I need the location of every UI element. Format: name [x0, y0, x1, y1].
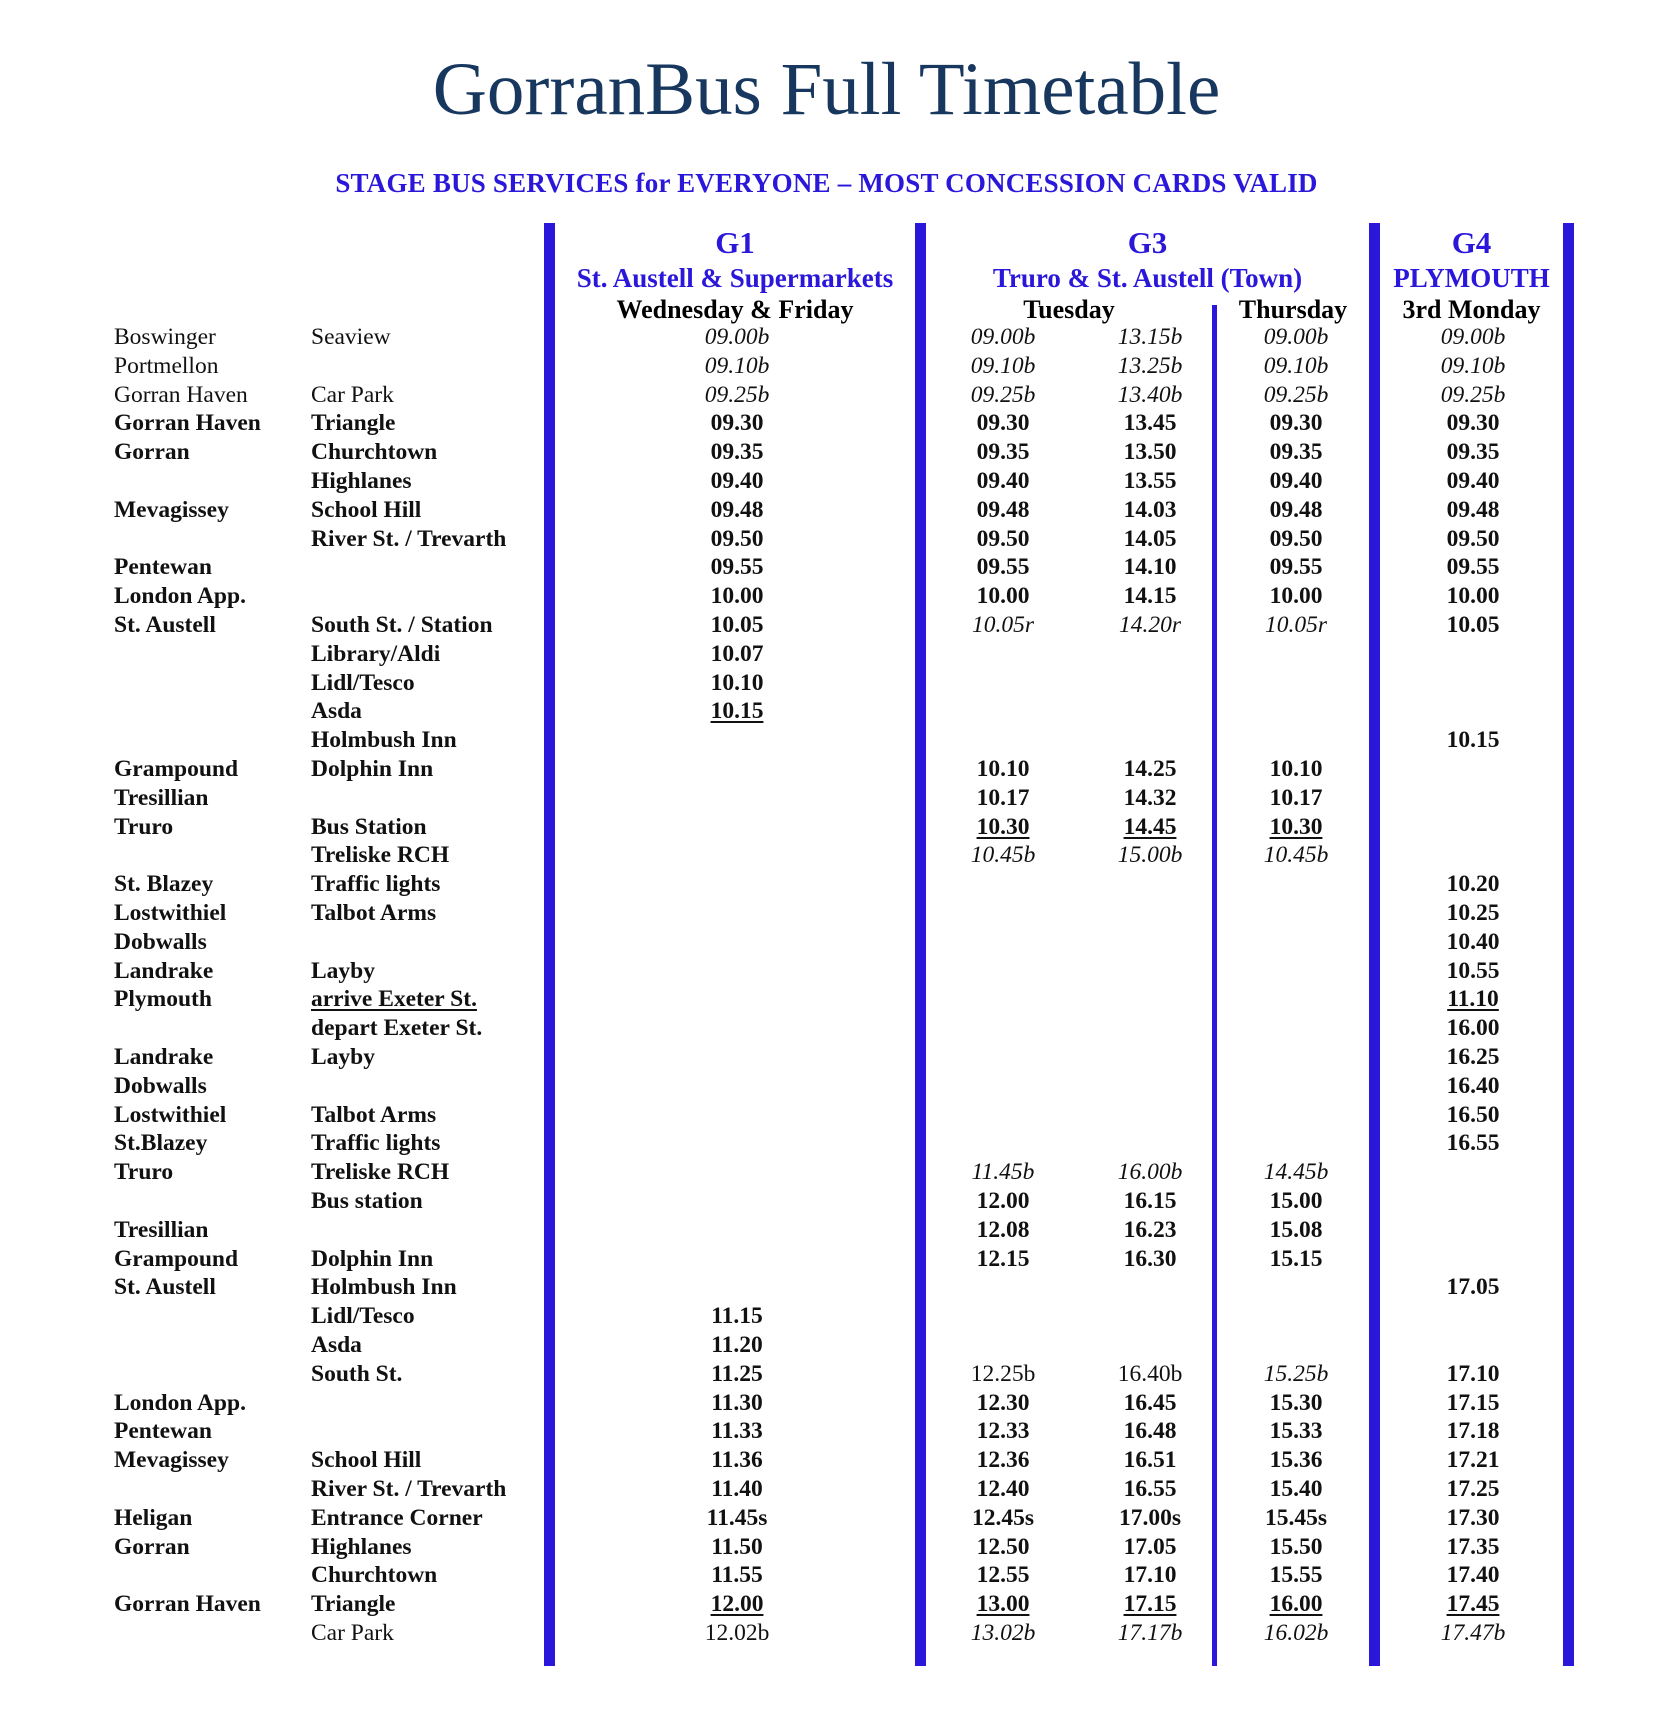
time-cell: 09.35 [1269, 439, 1323, 466]
time-cell: 15.00 [1269, 1188, 1323, 1214]
time-cell: 11.20 [711, 1332, 763, 1358]
time-cell: 09.55 [1446, 554, 1500, 581]
time-cell: 15.15 [1269, 1245, 1323, 1272]
time-cell: 12.02b [704, 1620, 770, 1646]
row-stop: Holmbush Inn [311, 727, 457, 754]
timetable-row [0, 525, 1653, 554]
row-stop: Layby [311, 1044, 375, 1070]
time-cell: 17.10 [1446, 1360, 1500, 1387]
timetable-row [0, 726, 1653, 755]
time-cell: 14.32 [1123, 784, 1177, 811]
time-cell: 09.30 [710, 410, 764, 437]
timetable-row [0, 669, 1653, 698]
time-cell: 09.25b [970, 381, 1036, 408]
time-cell: 17.05 [1123, 1533, 1177, 1560]
time-cell: 15.00b [1117, 842, 1183, 869]
time-cell: 16.25 [1446, 1044, 1500, 1070]
time-cell: 09.50 [1269, 525, 1323, 552]
time-cell: 16.50 [1446, 1101, 1500, 1128]
time-cell: 09.35 [1446, 439, 1500, 466]
time-cell: 13.15b [1117, 324, 1183, 350]
time-cell: 17.35 [1446, 1533, 1500, 1560]
row-location: Mevagissey [114, 1447, 229, 1474]
time-cell: 15.33 [1269, 1418, 1323, 1445]
timetable-row [0, 1417, 1653, 1446]
time-cell: 17.15 [1123, 1591, 1177, 1618]
row-location: Plymouth [114, 986, 212, 1013]
time-cell: 09.40 [1269, 468, 1323, 494]
row-stop: depart Exeter St. [311, 1015, 483, 1042]
time-cell: 15.25b [1263, 1360, 1329, 1387]
time-cell: 12.36 [976, 1447, 1030, 1474]
time-cell: 09.48 [1446, 496, 1500, 523]
time-cell: 12.00 [976, 1188, 1030, 1214]
time-cell: 13.55 [1123, 468, 1177, 494]
timetable-row [0, 1273, 1653, 1302]
row-location: London App. [114, 583, 246, 610]
time-cell: 11.50 [711, 1533, 763, 1560]
row-location: Lostwithiel [114, 1101, 227, 1128]
time-cell: 11.33 [711, 1418, 763, 1445]
row-location: London App. [114, 1389, 246, 1416]
time-cell: 17.10 [1123, 1562, 1177, 1589]
timetable-row [0, 841, 1653, 870]
time-cell: 15.45s [1264, 1504, 1328, 1531]
time-cell: 17.30 [1446, 1504, 1500, 1531]
time-cell: 09.55 [710, 554, 764, 581]
time-cell: 17.21 [1446, 1447, 1500, 1474]
timetable-row [0, 352, 1653, 381]
row-stop: Talbot Arms [311, 900, 437, 926]
time-cell: 09.35 [976, 439, 1030, 466]
time-cell: 17.25 [1446, 1476, 1500, 1502]
time-cell: 14.25 [1123, 756, 1177, 782]
timetable-row [0, 496, 1653, 525]
time-cell: 13.50 [1123, 439, 1177, 466]
time-cell: 11.10 [1447, 986, 1499, 1013]
time-cell: 10.45b [970, 842, 1036, 869]
time-cell: 09.25b [1440, 381, 1506, 408]
row-location: St. Austell [114, 612, 216, 638]
time-cell: 10.05r [1264, 612, 1328, 638]
time-cell: 09.35 [710, 439, 764, 466]
time-cell: 10.05r [971, 612, 1035, 638]
time-cell: 11.55 [711, 1562, 763, 1589]
time-cell: 09.00b [970, 324, 1036, 350]
time-cell: 09.30 [1269, 410, 1323, 437]
timetable-row [0, 1331, 1653, 1360]
time-cell: 10.20 [1446, 871, 1500, 898]
time-cell: 13.00 [976, 1591, 1030, 1618]
time-cell: 09.25b [704, 381, 770, 408]
time-cell: 15.30 [1269, 1389, 1323, 1416]
row-stop: Traffic lights [311, 871, 441, 898]
time-cell: 12.08 [976, 1216, 1030, 1243]
timetable-row [0, 409, 1653, 438]
time-cell: 12.00 [710, 1591, 764, 1618]
row-stop: Talbot Arms [311, 1101, 437, 1128]
route-day-g3-tuesday: Tuesday [1023, 295, 1115, 324]
route-destination-g3: Truro & St. Austell (Town) [992, 263, 1303, 293]
time-cell: 10.00 [1446, 583, 1500, 610]
timetable-row [0, 784, 1653, 813]
time-cell: 09.55 [976, 554, 1030, 581]
time-cell: 14.15 [1123, 583, 1177, 610]
row-location: Gorran [114, 439, 190, 466]
time-cell: 14.45 [1123, 813, 1177, 840]
time-cell: 10.45b [1263, 842, 1329, 869]
row-stop: Car Park [311, 1620, 394, 1646]
timetable-row [0, 1619, 1653, 1648]
time-cell: 14.45b [1263, 1159, 1329, 1186]
time-cell: 13.02b [970, 1620, 1036, 1646]
timetable-row [0, 899, 1653, 928]
time-cell: 10.15 [710, 698, 764, 725]
time-cell: 16.30 [1123, 1245, 1177, 1272]
time-cell: 11.36 [711, 1447, 763, 1474]
row-stop: Dolphin Inn [311, 756, 434, 782]
time-cell: 15.50 [1269, 1533, 1323, 1560]
time-cell: 09.48 [1269, 496, 1323, 523]
time-cell: 17.47b [1440, 1620, 1506, 1646]
time-cell: 12.25b [970, 1360, 1036, 1387]
timetable-row [0, 1360, 1653, 1389]
time-cell: 09.50 [1446, 525, 1500, 552]
time-cell: 12.45s [971, 1504, 1035, 1531]
time-cell: 17.00s [1118, 1504, 1182, 1531]
row-location: St. Austell [114, 1274, 216, 1301]
row-stop: Asda [311, 1332, 362, 1358]
row-location: Landrake [114, 957, 214, 984]
row-location: Tresillian [114, 784, 209, 811]
time-cell: 14.20r [1118, 612, 1182, 638]
timetable-row [0, 1504, 1653, 1533]
time-cell: 16.40 [1446, 1072, 1500, 1099]
time-cell: 17.45 [1446, 1591, 1500, 1618]
row-stop: Triangle [311, 1591, 396, 1618]
row-location: Landrake [114, 1044, 214, 1070]
timetable-row [0, 1014, 1653, 1043]
timetable-row [0, 928, 1653, 957]
row-stop: Asda [311, 698, 362, 725]
time-cell: 12.30 [976, 1389, 1030, 1416]
time-cell: 10.00 [710, 583, 764, 610]
time-cell: 14.10 [1123, 554, 1177, 581]
time-cell: 13.45 [1123, 410, 1177, 437]
time-cell: 10.40 [1446, 928, 1500, 955]
time-cell: 10.05 [710, 612, 764, 638]
time-cell: 16.51 [1123, 1447, 1177, 1474]
time-cell: 11.45b [971, 1159, 1035, 1186]
time-cell: 10.15 [1446, 727, 1500, 754]
time-cell: 10.30 [1269, 813, 1323, 840]
time-cell: 15.08 [1269, 1216, 1323, 1243]
timetable-row [0, 553, 1653, 582]
time-cell: 17.17b [1117, 1620, 1183, 1646]
row-stop: Bus Station [311, 813, 427, 840]
timetable-row [0, 582, 1653, 611]
time-cell: 11.40 [711, 1476, 763, 1502]
row-location: Portmellon [114, 352, 219, 379]
row-stop: arrive Exeter St. [311, 986, 477, 1013]
row-stop: Lidl/Tesco [311, 669, 415, 696]
time-cell: 11.25 [711, 1360, 763, 1387]
time-cell: 10.00 [1269, 583, 1323, 610]
time-cell: 16.55 [1123, 1476, 1177, 1502]
row-location: Gorran [114, 1533, 190, 1560]
timetable-row [0, 1389, 1653, 1418]
timetable-row [0, 1561, 1653, 1590]
time-cell: 10.10 [710, 669, 764, 696]
time-cell: 14.05 [1123, 525, 1177, 552]
page-subtitle: STAGE BUS SERVICES for EVERYONE – MOST CONCESSION CARDS VALID [335, 168, 1318, 198]
time-cell: 09.50 [976, 525, 1030, 552]
row-location: Tresillian [114, 1216, 209, 1243]
page-title: GorranBus Full Timetable [432, 48, 1221, 131]
row-stop: Holmbush Inn [311, 1274, 457, 1301]
row-stop: South St. [311, 1360, 403, 1387]
time-cell: 09.48 [976, 496, 1030, 523]
time-cell: 09.10b [1263, 352, 1329, 379]
row-stop: School Hill [311, 1447, 422, 1474]
timetable-row [0, 438, 1653, 467]
time-cell: 09.30 [1446, 410, 1500, 437]
row-location: Dobwalls [114, 1072, 207, 1099]
timetable-row [0, 1129, 1653, 1158]
row-location: Boswinger [114, 324, 216, 350]
time-cell: 16.45 [1123, 1389, 1177, 1416]
timetable-row [0, 467, 1653, 496]
timetable-row [0, 323, 1653, 352]
timetable-row [0, 1043, 1653, 1072]
time-cell: 10.17 [976, 784, 1030, 811]
timetable-row [0, 957, 1653, 986]
row-location: Pentewan [114, 1418, 212, 1445]
timetable-row [0, 1533, 1653, 1562]
row-location: Dobwalls [114, 928, 207, 955]
timetable-row [0, 1590, 1653, 1619]
timetable-row [0, 1446, 1653, 1475]
time-cell: 09.10b [970, 352, 1036, 379]
time-cell: 10.07 [710, 640, 764, 667]
row-stop: Traffic lights [311, 1130, 441, 1157]
time-cell: 15.36 [1269, 1447, 1323, 1474]
route-day-g1: Wednesday & Friday [616, 295, 854, 324]
time-cell: 17.18 [1446, 1418, 1500, 1445]
timetable-row [0, 1475, 1653, 1504]
route-day-g3-thursday: Thursday [1238, 295, 1348, 324]
time-cell: 09.00b [704, 324, 770, 350]
time-cell: 09.50 [710, 525, 764, 552]
time-cell: 16.15 [1123, 1188, 1177, 1214]
timetable-row [0, 1072, 1653, 1101]
row-location: Heligan [114, 1504, 193, 1531]
row-location: Truro [114, 813, 174, 840]
route-code-g3: G3 [1127, 225, 1168, 260]
time-cell: 17.05 [1446, 1274, 1500, 1301]
time-cell: 10.05 [1446, 612, 1500, 638]
row-stop: Library/Aldi [311, 640, 441, 667]
row-location: Mevagissey [114, 496, 229, 523]
time-cell: 13.25b [1117, 352, 1183, 379]
route-destination-g1: St. Austell & Supermarkets [576, 263, 894, 293]
row-location: Grampound [114, 1245, 239, 1272]
row-stop: Churchtown [311, 1562, 438, 1589]
time-cell: 12.15 [976, 1245, 1030, 1272]
timetable-row [0, 1245, 1653, 1274]
row-stop: Highlanes [311, 468, 412, 494]
row-stop: Bus station [311, 1188, 423, 1214]
row-stop: South St. / Station [311, 612, 493, 638]
time-cell: 17.15 [1446, 1389, 1500, 1416]
route-destination-g4: PLYMOUTH [1393, 263, 1550, 293]
time-cell: 13.40b [1117, 381, 1183, 408]
timetable-row [0, 1158, 1653, 1187]
row-stop: Entrance Corner [311, 1504, 483, 1531]
row-location: Pentewan [114, 554, 212, 581]
time-cell: 09.25b [1263, 381, 1329, 408]
route-day-g4: 3rd Monday [1402, 295, 1541, 324]
row-location: Lostwithiel [114, 900, 227, 926]
time-cell: 09.48 [710, 496, 764, 523]
time-cell: 16.48 [1123, 1418, 1177, 1445]
time-cell: 12.50 [976, 1533, 1030, 1560]
time-cell: 12.33 [976, 1418, 1030, 1445]
time-cell: 15.40 [1269, 1476, 1323, 1502]
time-cell: 10.10 [1269, 756, 1323, 782]
time-cell: 09.55 [1269, 554, 1323, 581]
time-cell: 16.00 [1269, 1591, 1323, 1618]
row-stop: River St. / Trevarth [311, 1476, 507, 1502]
row-location: Gorran Haven [114, 381, 248, 408]
time-cell: 16.55 [1446, 1130, 1500, 1157]
time-cell: 11.30 [711, 1389, 763, 1416]
time-cell: 10.17 [1269, 784, 1323, 811]
time-cell: 10.55 [1446, 957, 1500, 984]
route-code-g1: G1 [715, 225, 755, 260]
row-stop: Layby [311, 957, 375, 984]
timetable-row [0, 697, 1653, 726]
timetable-row [0, 813, 1653, 842]
timetable-row [0, 611, 1653, 640]
row-location: Truro [114, 1159, 174, 1186]
row-location: Grampound [114, 756, 239, 782]
time-cell: 11.15 [711, 1303, 763, 1330]
row-location: Gorran Haven [114, 410, 261, 437]
route-code-g4: G4 [1451, 225, 1492, 260]
row-location: St.Blazey [114, 1130, 208, 1157]
time-cell: 16.00b [1117, 1159, 1183, 1186]
timetable-row [0, 755, 1653, 784]
time-cell: 15.55 [1269, 1562, 1323, 1589]
time-cell: 09.00b [1263, 324, 1329, 350]
row-stop: School Hill [311, 496, 422, 523]
row-stop: Triangle [311, 410, 396, 437]
time-cell: 09.10b [1440, 352, 1506, 379]
time-cell: 11.45s [706, 1504, 768, 1531]
time-cell: 16.40b [1117, 1360, 1183, 1387]
row-stop: Treliske RCH [311, 842, 450, 869]
row-stop: Lidl/Tesco [311, 1303, 415, 1330]
time-cell: 16.00 [1446, 1015, 1500, 1042]
timetable-row [0, 1187, 1653, 1216]
time-cell: 16.02b [1263, 1620, 1329, 1646]
row-stop: Highlanes [311, 1533, 412, 1560]
timetable-row [0, 1302, 1653, 1331]
time-cell: 09.00b [1440, 324, 1506, 350]
time-cell: 09.40 [1446, 468, 1500, 494]
timetable-row [0, 1101, 1653, 1130]
time-cell: 09.30 [976, 410, 1030, 437]
time-cell: 10.00 [976, 583, 1030, 610]
row-stop: Treliske RCH [311, 1159, 450, 1186]
time-cell: 09.40 [710, 468, 764, 494]
time-cell: 09.10b [704, 352, 770, 379]
time-cell: 09.40 [976, 468, 1030, 494]
timetable-row [0, 870, 1653, 899]
time-cell: 17.40 [1446, 1562, 1500, 1589]
timetable-row [0, 640, 1653, 669]
row-stop: Seaview [311, 324, 391, 350]
row-stop: Car Park [311, 381, 394, 408]
time-cell: 10.10 [976, 756, 1030, 782]
row-stop: Churchtown [311, 439, 438, 466]
time-cell: 16.23 [1123, 1216, 1177, 1243]
row-stop: River St. / Trevarth [311, 525, 507, 552]
time-cell: 10.25 [1446, 900, 1500, 926]
row-location: St. Blazey [114, 871, 214, 898]
timetable-row [0, 985, 1653, 1014]
time-cell: 10.30 [976, 813, 1030, 840]
row-stop: Dolphin Inn [311, 1245, 434, 1272]
timetable-row [0, 381, 1653, 410]
time-cell: 12.40 [976, 1476, 1030, 1502]
time-cell: 12.55 [976, 1562, 1030, 1589]
timetable-row [0, 1216, 1653, 1245]
time-cell: 14.03 [1123, 496, 1177, 523]
row-location: Gorran Haven [114, 1591, 261, 1618]
